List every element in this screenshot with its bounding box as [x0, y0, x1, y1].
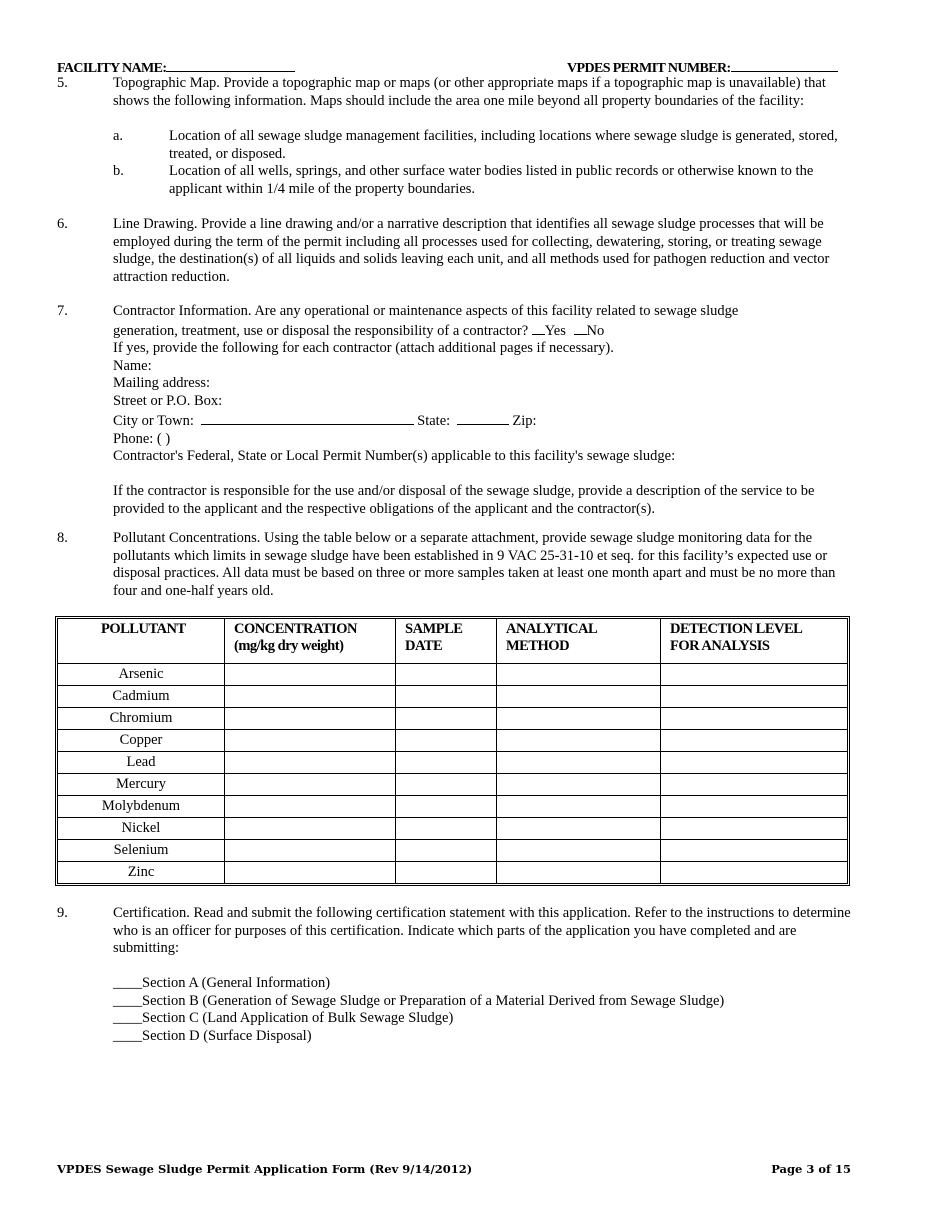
detection-level-cell[interactable]: [661, 664, 847, 686]
table-row: [58, 840, 847, 862]
detection-level-cell[interactable]: [661, 730, 847, 752]
pollutant-name: Lead: [58, 752, 225, 774]
facility-name-label: FACILITY NAME:: [57, 57, 295, 78]
concentration-cell[interactable]: [225, 664, 396, 686]
sample-date-cell[interactable]: [396, 686, 497, 708]
sample-date-cell[interactable]: [396, 664, 497, 686]
concentration-cell[interactable]: [225, 862, 396, 883]
permit-number-field[interactable]: [731, 57, 838, 72]
item-9-text: Certification. Read and submit the following certification statement with this application. Refer to the instructions to determine who is an officer for purposes of this certification. Indicate which parts of the application you have completed and are submitting:: [113, 905, 851, 956]
item-5a-text: Location of all sewage sludge management facilities, including locations where sewage sludge is generated, stored, treated, or disposed.: [169, 128, 838, 162]
footer-page-number: Page 3 of 15: [771, 1162, 851, 1176]
table-row: [58, 708, 847, 730]
item-8-number: 8.: [57, 530, 68, 546]
state-field[interactable]: [457, 410, 509, 425]
item-5a-letter: a.: [113, 128, 124, 144]
no-checkbox-blank[interactable]: [574, 321, 587, 335]
section-checklist: [113, 975, 858, 1045]
table-row: [58, 796, 847, 818]
sample-date-cell[interactable]: [396, 708, 497, 730]
analytical-method-cell[interactable]: [497, 774, 661, 796]
pollutant-name: Chromium: [58, 708, 225, 730]
sample-date-cell[interactable]: [396, 818, 497, 840]
analytical-method-cell[interactable]: [497, 818, 661, 840]
concentration-cell[interactable]: [225, 730, 396, 752]
item-7-block: [113, 303, 858, 518]
city-state-zip-row: City or Town: State: Zip:: [113, 410, 858, 431]
detection-level-cell[interactable]: [661, 752, 847, 774]
analytical-method-cell[interactable]: [497, 752, 661, 774]
item-7-line1: Contractor Information. Are any operational or maintenance aspects of this facility related to sewage sludge: [113, 303, 739, 319]
city-field[interactable]: [201, 410, 414, 425]
pollutant-name: Cadmium: [58, 686, 225, 708]
table-row: [58, 862, 847, 883]
table-row: [58, 752, 847, 774]
sample-date-cell[interactable]: [396, 796, 497, 818]
concentration-cell[interactable]: [225, 686, 396, 708]
item-8-text: Pollutant Concentrations. Using the table below or a separate attachment, provide sewage sludge monitoring data for the pollutants which limits in sewage sludge have been established in 9 VAC 25-31-10 et seq. for this facility’s expected use or disposal practices. All data must be based on three or more samples taken at least one month apart and must be no more than four and one-half years old.: [113, 530, 836, 599]
facility-name-field[interactable]: [166, 57, 295, 72]
yes-checkbox-blank[interactable]: [532, 321, 545, 335]
sample-date-cell[interactable]: [396, 840, 497, 862]
header-pollutant: POLLUTANT: [58, 619, 225, 664]
detection-level-cell[interactable]: [661, 774, 847, 796]
sample-date-cell[interactable]: [396, 730, 497, 752]
table-row: [58, 818, 847, 840]
sample-date-cell[interactable]: [396, 774, 497, 796]
contractor-name-label: Name:: [113, 357, 152, 374]
detection-level-cell[interactable]: [661, 796, 847, 818]
section-c-item[interactable]: ____Section C (Land Application of Bulk Sewage Sludge): [113, 1010, 454, 1026]
item-5b-text: Location of all wells, springs, and other surface water bodies listed in public records or otherwise known to the applicant within 1/4 mile of the property boundaries.: [169, 163, 814, 197]
analytical-method-cell[interactable]: [497, 686, 661, 708]
analytical-method-cell[interactable]: [497, 840, 661, 862]
concentration-cell[interactable]: [225, 752, 396, 774]
item-6-number: 6.: [57, 216, 68, 232]
detection-level-cell[interactable]: [661, 686, 847, 708]
analytical-method-cell[interactable]: [497, 862, 661, 883]
item-7-line3: If yes, provide the following for each contractor (attach additional pages if necessary).: [113, 340, 614, 356]
concentration-cell[interactable]: [225, 818, 396, 840]
footer-form-title: VPDES Sewage Sludge Permit Application Form (Rev 9/14/2012): [57, 1162, 473, 1176]
header-detection-level: DETECTION LEVEL FOR ANALYSIS: [661, 619, 847, 664]
contractor-description-text: If the contractor is responsible for the use and/or disposal of the sewage sludge, provide a description of the service to be provided to the applicant and the respective obligations of the applicant and the contractor(s).: [113, 483, 815, 517]
item-5-number: 5.: [57, 75, 68, 91]
pollutant-name: Molybdenum: [58, 796, 225, 818]
pollutant-name: Arsenic: [58, 664, 225, 686]
mailing-address-label: Mailing address:: [113, 375, 211, 391]
pollutant-name: Copper: [58, 730, 225, 752]
table-row: [58, 664, 847, 686]
item-7-number: 7.: [57, 303, 68, 319]
header-concentration: CONCENTRATION (mg/kg dry weight): [225, 619, 396, 664]
item-7-line2: generation, treatment, use or disposal the responsibility of a contractor? Yes No: [113, 322, 605, 339]
item-6-text: Line Drawing. Provide a line drawing and/or a narrative description that identifies all sewage sludge processes that will be employed during the term of the permit including all processes used for collecting, dewatering, storing, or treating sewage sludge, the destination(s) of all liquids and solids leaving each unit, and all methods used for pathogen reduction and vector attraction reduction.: [113, 216, 830, 285]
analytical-method-cell[interactable]: [497, 708, 661, 730]
section-a-item[interactable]: ____Section A (General Information): [113, 975, 331, 991]
pollutant-name: Zinc: [58, 862, 225, 883]
yes-label: Yes: [544, 322, 566, 339]
section-b-item[interactable]: ____Section B (Generation of Sewage Sludge or Preparation of a Material Derived from Sewage Sludge): [113, 992, 725, 1009]
table-row: [58, 730, 847, 752]
pollutant-name: Nickel: [58, 818, 225, 840]
analytical-method-cell[interactable]: [497, 664, 661, 686]
item-9-number: 9.: [57, 905, 68, 921]
analytical-method-cell[interactable]: [497, 796, 661, 818]
item-5-text: Topographic Map. Provide a topographic map or maps (or other appropriate maps if a topographic map is unavailable) that shows the following information. Maps should include the area one mile beyond all property boundaries of the facility:: [113, 75, 826, 109]
concentration-cell[interactable]: [225, 708, 396, 730]
phone-label: Phone: ( ): [113, 430, 171, 447]
pollutant-name: Selenium: [58, 840, 225, 862]
detection-level-cell[interactable]: [661, 818, 847, 840]
header-analytical-method: ANALYTICAL METHOD: [497, 619, 661, 664]
detection-level-cell[interactable]: [661, 862, 847, 883]
contractor-permit-label: Contractor's Federal, State or Local Permit Number(s) applicable to this facility's sewage sludge:: [113, 448, 676, 464]
item-5b-letter: b.: [113, 163, 124, 179]
sample-date-cell[interactable]: [396, 752, 497, 774]
concentration-cell[interactable]: [225, 774, 396, 796]
concentration-cell[interactable]: [225, 840, 396, 862]
pollutant-table: [55, 616, 850, 886]
concentration-cell[interactable]: [225, 796, 396, 818]
no-label: No: [586, 322, 605, 339]
header-sample-date: SAMPLE DATE: [396, 619, 497, 664]
table-header-row: [58, 619, 847, 664]
detection-level-cell[interactable]: [661, 708, 847, 730]
pollutant-name: Mercury: [58, 774, 225, 796]
table-row: [58, 686, 847, 708]
section-d-item[interactable]: ____Section D (Surface Disposal): [113, 1027, 312, 1044]
permit-number-label: VPDES PERMIT NUMBER:: [567, 57, 838, 78]
analytical-method-cell[interactable]: [497, 730, 661, 752]
detection-level-cell[interactable]: [661, 840, 847, 862]
sample-date-cell[interactable]: [396, 862, 497, 883]
street-label: Street or P.O. Box:: [113, 392, 223, 409]
table-row: [58, 774, 847, 796]
